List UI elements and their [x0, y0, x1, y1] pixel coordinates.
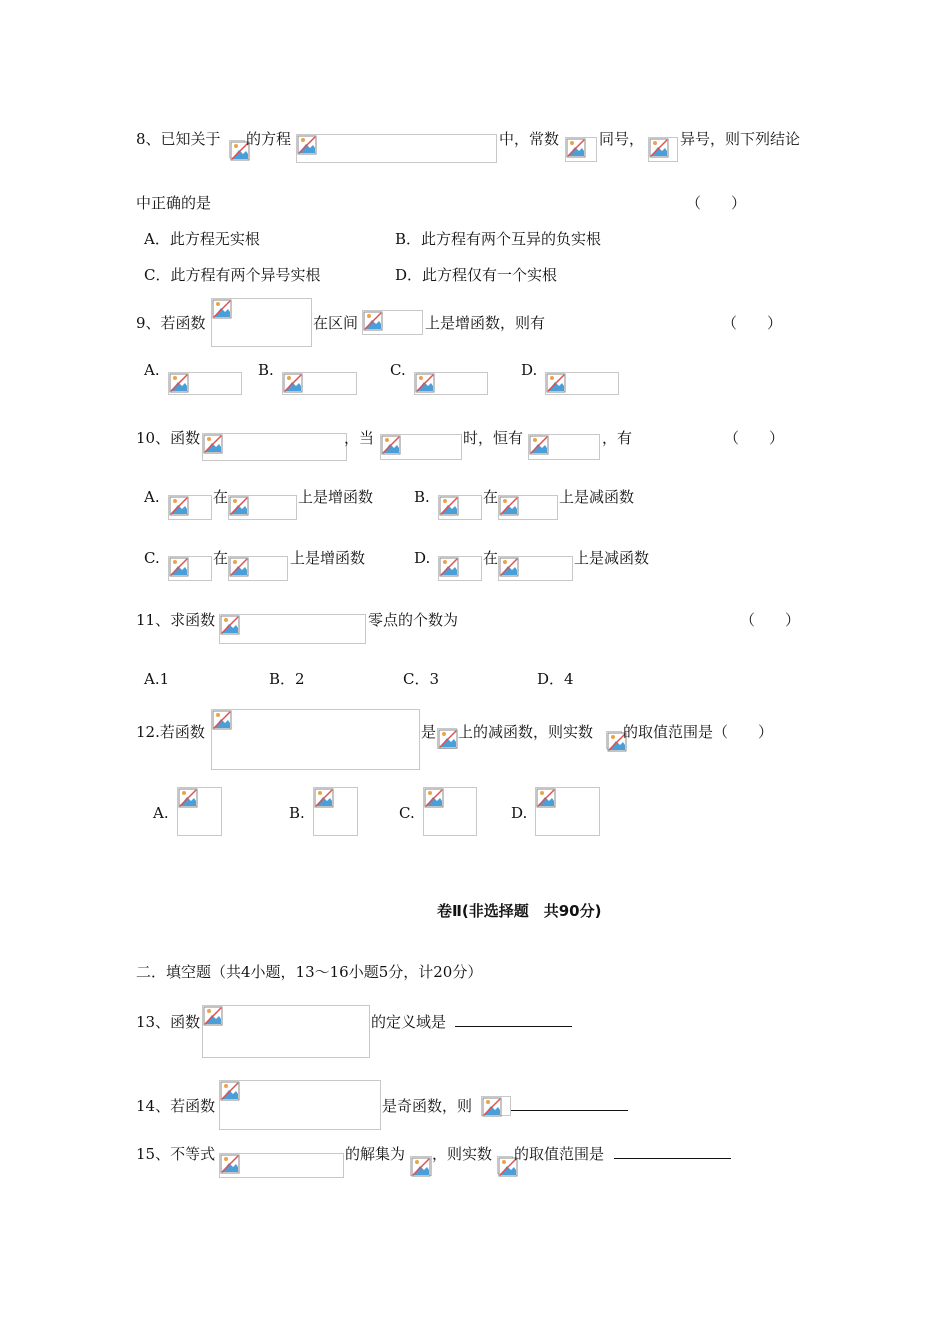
broken-image-icon	[499, 557, 519, 577]
broken-image-icon	[229, 496, 249, 516]
formula-image	[414, 372, 488, 395]
option-a: A．此方程无实根	[144, 230, 260, 248]
formula-image	[498, 556, 573, 581]
option-b: B．2	[269, 670, 305, 688]
option-c: C．此方程有两个异号实根	[144, 266, 321, 284]
q10-text-3: 时，恒有	[463, 429, 524, 447]
word-zai: 在	[483, 549, 499, 567]
formula-image	[423, 787, 477, 836]
broken-image-icon	[212, 299, 232, 319]
answer-paren: （ ）	[722, 314, 783, 332]
answer-blank	[511, 1096, 628, 1116]
option-d-text: 上是减函数	[574, 549, 650, 567]
formula-image	[481, 1096, 511, 1116]
q12-text-3: 上的减函数，则实数	[458, 723, 594, 741]
formula-image	[528, 434, 600, 460]
formula-image	[438, 495, 482, 520]
broken-image-icon	[424, 788, 444, 808]
q9-text-2: 在区间	[313, 314, 359, 332]
broken-image-icon	[220, 615, 240, 635]
option-c: C.	[144, 549, 160, 567]
broken-image-icon	[203, 434, 223, 454]
option-c: C.	[399, 804, 415, 822]
formula-image	[168, 372, 242, 395]
option-d: D.	[414, 549, 431, 567]
broken-image-icon	[169, 557, 189, 577]
q13-text-1: 13、函数	[136, 1013, 201, 1031]
formula-image	[219, 1153, 344, 1178]
broken-image-icon	[169, 373, 189, 393]
q10-text-1: 10、函数	[136, 429, 201, 447]
formula-image	[211, 298, 312, 347]
broken-image-icon	[381, 435, 401, 455]
broken-image-icon	[220, 1081, 240, 1101]
option-a: A.	[144, 488, 160, 506]
q9-text-3: 上是增函数，则有	[425, 314, 546, 332]
q8-text-1: 8、已知关于	[136, 130, 221, 148]
q10-text-2: ，当	[344, 429, 375, 447]
q14-text-1: 14、若函数	[136, 1097, 216, 1115]
answer-paren: （ ）	[686, 194, 747, 212]
formula-image	[410, 1156, 432, 1176]
q12-text-1: 12.若函数	[136, 723, 205, 741]
broken-image-icon	[529, 435, 549, 455]
formula-image	[168, 556, 212, 581]
answer-paren: （ ）	[724, 429, 785, 447]
q14-text-2: 是奇函数，则	[382, 1097, 473, 1115]
formula-image	[362, 310, 423, 335]
broken-image-icon	[212, 710, 232, 730]
broken-image-icon	[297, 135, 317, 155]
broken-image-icon	[178, 788, 198, 808]
formula-image	[202, 1005, 370, 1058]
word-zai: 在	[213, 488, 229, 506]
broken-image-icon	[566, 138, 586, 158]
option-a: A.	[144, 361, 160, 379]
option-d: D．此方程仅有一个实根	[395, 266, 558, 284]
word-zai: 在	[213, 549, 229, 567]
formula-image	[202, 433, 347, 461]
broken-image-icon	[482, 1097, 502, 1117]
option-d: D．4	[537, 670, 574, 688]
formula-image	[648, 137, 678, 162]
formula-image	[228, 495, 297, 520]
broken-image-icon	[411, 1157, 431, 1177]
q11-text-1: 11、求函数	[136, 611, 216, 629]
formula-image	[168, 495, 212, 520]
q12-text-2: 是	[421, 723, 437, 741]
formula-image	[219, 614, 366, 644]
formula-image	[228, 556, 288, 581]
broken-image-icon	[169, 496, 189, 516]
broken-image-icon	[283, 373, 303, 393]
q15-text-2: 的解集为	[345, 1145, 406, 1163]
answer-paren: （ ）	[740, 611, 801, 629]
formula-image	[211, 709, 420, 770]
section-title: 卷Ⅱ(非选择题 共90分)	[437, 902, 602, 920]
formula-image	[545, 372, 619, 395]
broken-image-icon	[220, 1154, 240, 1174]
option-b-text: 上是减函数	[559, 488, 635, 506]
formula-image	[296, 134, 497, 163]
broken-image-icon	[499, 496, 519, 516]
formula-image	[229, 140, 245, 158]
option-a-text: 上是增函数	[298, 488, 374, 506]
q15-text-4: 的取值范围是	[514, 1145, 605, 1163]
option-b: B.	[289, 804, 305, 822]
q13-text-2: 的定义域是	[371, 1013, 447, 1031]
formula-image	[606, 731, 622, 749]
formula-image	[177, 787, 222, 836]
formula-image	[219, 1080, 381, 1130]
option-a: A.1	[144, 670, 170, 688]
broken-image-icon	[536, 788, 556, 808]
q12-text-4: 的取值范围是（ ）	[623, 723, 774, 741]
q15-text-1: 15、不等式	[136, 1145, 216, 1163]
formula-image	[282, 372, 357, 395]
fill-section-title: 二．填空题（共4小题，13～16小题5分，计20分）	[136, 963, 483, 981]
broken-image-icon	[546, 373, 566, 393]
formula-image	[497, 1156, 513, 1174]
q8-text-3: 中，常数	[499, 130, 560, 148]
broken-image-icon	[229, 557, 249, 577]
broken-image-icon	[363, 311, 383, 331]
broken-image-icon	[203, 1006, 223, 1026]
option-c: C．3	[403, 670, 440, 688]
formula-image	[437, 728, 457, 749]
formula-image	[313, 787, 358, 836]
broken-image-icon	[438, 729, 458, 749]
q8-text-4: 同号，	[599, 130, 645, 148]
answer-blank	[614, 1144, 731, 1164]
q11-text-2: 零点的个数为	[368, 611, 459, 629]
formula-image	[535, 787, 600, 836]
formula-image	[380, 434, 462, 460]
broken-image-icon	[314, 788, 334, 808]
broken-image-icon	[649, 138, 669, 158]
option-d: D.	[521, 361, 538, 379]
option-b: B.	[258, 361, 274, 379]
q8-text-5: 异号，则下列结论	[680, 130, 801, 148]
option-a: A.	[153, 804, 169, 822]
option-b: B．此方程有两个互异的负实根	[395, 230, 602, 248]
option-d: D.	[511, 804, 528, 822]
q9-text-1: 9、若函数	[136, 314, 206, 332]
q8-cont: 中正确的是	[136, 194, 212, 212]
broken-image-icon	[439, 557, 459, 577]
q15-text-3: ，则实数	[432, 1145, 493, 1163]
option-c-text: 上是增函数	[290, 549, 366, 567]
formula-image	[565, 137, 597, 162]
answer-blank	[455, 1012, 572, 1032]
q8-text-2: 的方程	[246, 130, 292, 148]
formula-image	[498, 495, 558, 520]
option-c: C.	[390, 361, 406, 379]
q10-text-4: ，有	[602, 429, 633, 447]
broken-image-icon	[439, 496, 459, 516]
option-b: B.	[414, 488, 430, 506]
word-zai: 在	[483, 488, 499, 506]
broken-image-icon	[415, 373, 435, 393]
formula-image	[438, 556, 482, 581]
